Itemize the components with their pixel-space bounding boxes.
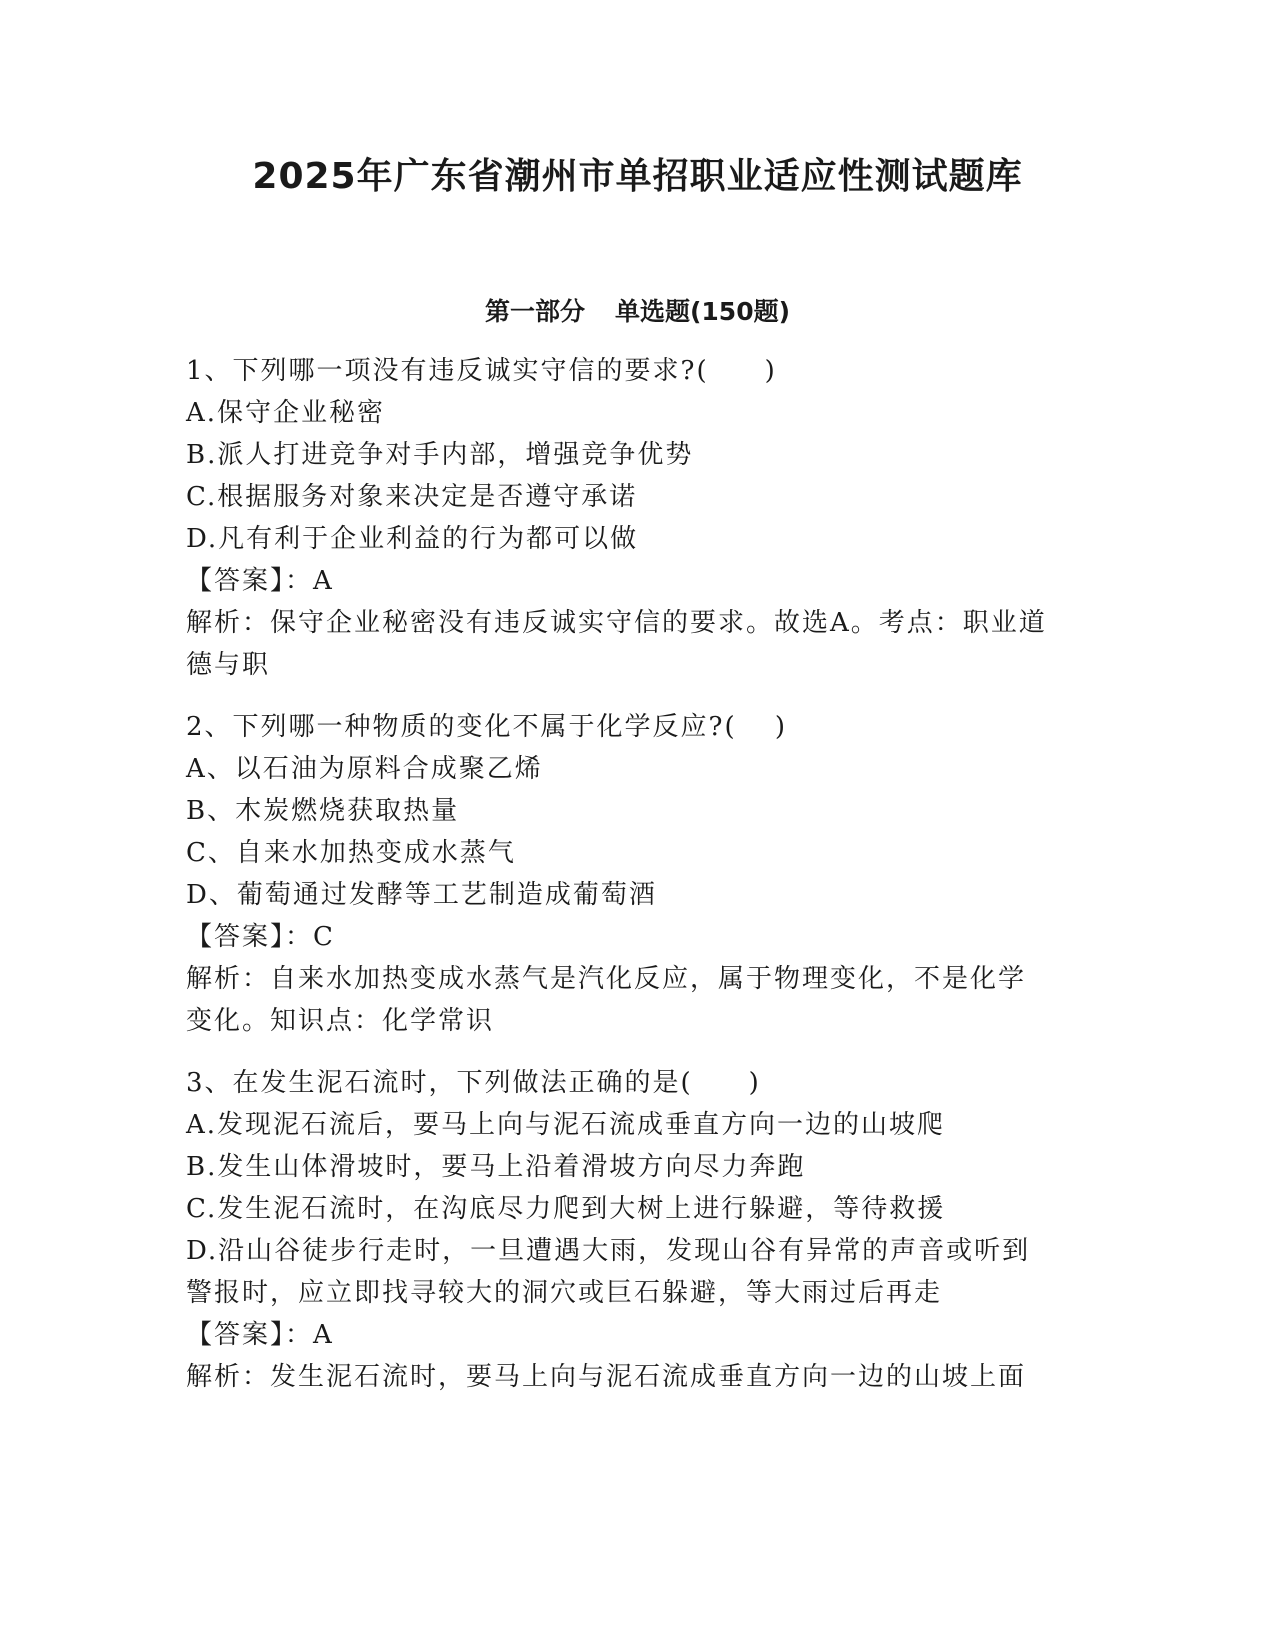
option-b: B、木炭燃烧获取热量 [186,796,460,826]
analysis: 解析：保守企业秘密没有违反诚实守信的要求。故选A。考点：职业道 [186,608,1047,638]
analysis: 解析：自来水加热变成水蒸气是汽化反应，属于物理变化，不是化学 [186,964,1027,994]
section-heading [0,292,1275,328]
question-2 [186,706,1086,1042]
question-list [186,350,1086,1398]
document-title: 2025年广东省潮州市单招职业适应性测试题库 [252,156,1023,197]
option-d: D.沿山谷徒步行走时，一旦遭遇大雨，发现山谷有异常的声音或听到 [186,1236,1031,1266]
option-d: D.凡有利于企业利益的行为都可以做 [186,524,639,554]
option-c: C、自来水加热变成水蒸气 [186,838,516,868]
option-d: D、葡萄通过发酵等工艺制造成葡萄酒 [186,880,657,910]
option-c: C.根据服务对象来决定是否遵守承诺 [186,482,638,512]
section-part: 第一部分 [484,297,585,326]
question-stem: 1、下列哪一项没有违反诚实守信的要求?( ) [186,356,777,386]
answer: 【答案】：A [186,566,334,596]
answer: 【答案】：C [186,922,335,952]
section-name: 单选题(150题) [614,297,791,326]
answer: 【答案】：A [186,1320,334,1350]
analysis-continued: 德与职 [186,650,271,680]
question-stem: 3、在发生泥石流时，下列做法正确的是( ) [186,1068,761,1098]
option-a: A、以石油为原料合成聚乙烯 [186,754,543,784]
option-c: C.发生泥石流时，在沟底尽力爬到大树上进行躲避，等待救援 [186,1194,946,1224]
option-a: A.发现泥石流后，要马上向与泥石流成垂直方向一边的山坡爬 [186,1110,946,1140]
option-b: B.派人打进竞争对手内部，增强竞争优势 [186,440,694,470]
question-1 [186,350,1086,686]
analysis: 解析：发生泥石流时，要马上向与泥石流成垂直方向一边的山坡上面 [186,1362,1027,1392]
analysis-continued: 变化。知识点：化学常识 [186,1006,495,1036]
question-stem: 2、下列哪一种物质的变化不属于化学反应?( ) [186,712,788,742]
option-b: B.发生山体滑坡时，要马上沿着滑坡方向尽力奔跑 [186,1152,806,1182]
question-3 [186,1062,1086,1398]
option-d-continued: 警报时，应立即找寻较大的洞穴或巨石躲避，等大雨过后再走 [186,1278,943,1308]
option-a: A.保守企业秘密 [186,398,386,428]
